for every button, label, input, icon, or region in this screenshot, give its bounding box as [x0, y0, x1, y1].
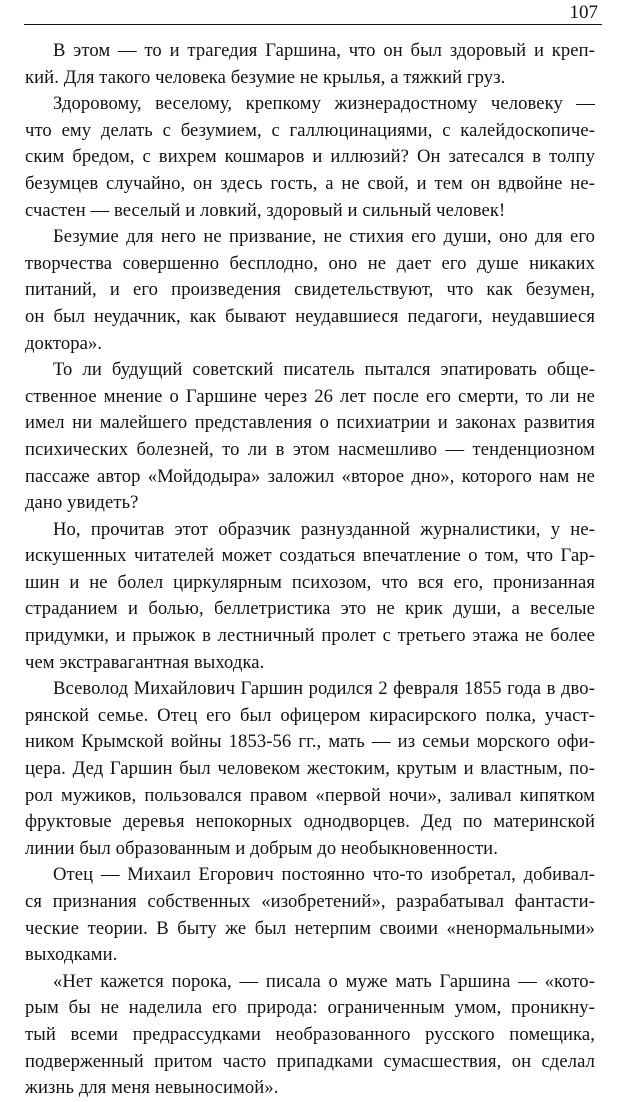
page-number: 107 [569, 2, 598, 23]
text-line: Но, прочитав этот образчик разнузданной журналистики, у не- [53, 518, 595, 540]
text-line: счастен — веселый и ловкий, здоровый и сильный человек! [25, 199, 506, 221]
text-line: Безумие для него не призвание, не стихия его души, оно для его [53, 226, 595, 248]
text-line: фруктовые деревья непокорных однодворцев. Дед по материнской [25, 811, 595, 833]
text-line: пассаже автор «Мойдодыра» заложил «второе дно», которого нам не [25, 465, 595, 487]
text-line: ся признания собственных «изобретений», разрабатывал фантасти- [25, 891, 595, 912]
text-line: кий. Для такого человека безумие не крылья, а тяжкий груз. [25, 66, 506, 88]
text-line: ственное мнение о Гаршине через 26 лет после его смерти, то ли не [25, 385, 595, 407]
header-rule [24, 24, 602, 25]
text-line: творчества совершенно бесплодно, оно не дает его душе никаких [25, 252, 595, 274]
text-line: жизнь для меня невыносимой». [25, 1077, 279, 1099]
text-line: рол мужиков, пользовался правом «первой ночи», заливал кипятком [25, 784, 595, 806]
text-line: В этом — то и трагедия Гаршина, что он был здоровый и креп- [53, 40, 595, 61]
paragraph [25, 676, 595, 862]
text-line: доктора». [25, 332, 103, 354]
text-line: он был неудачник, как бывают неудавшиеся педагоги, неудавшиеся [25, 305, 595, 327]
text-line: рым бы не наделила его природа: ограниченным умом, проникну- [25, 997, 595, 1019]
text-line: что ему делать с безумием, с галлюцинациями, с калейдоскопиче- [25, 119, 595, 141]
text-line: придумки, и прыжок в лестничный пролет с третьего этажа не более [25, 625, 595, 647]
paragraph [25, 862, 595, 968]
text-line: психических болезней, то ли в этом насмешливо — тенденциозном [25, 438, 595, 460]
text-line: тый всеми предрассудками необразованного русского помещика, [25, 1023, 595, 1045]
paragraph [25, 224, 595, 357]
text-line: Отец — Михаил Егорович постоянно что-то изобретал, добивал- [53, 864, 595, 886]
paragraph [25, 517, 595, 677]
text-line: ником Крымской войны 1853-56 гг., мать — из семьи морского офи- [25, 731, 595, 753]
text-line: безумцев случайно, он здесь гость, а не свой, и тем он вдвойне не- [25, 172, 595, 194]
text-line: «Нет кажется порока, — писала о муже мать Гаршина — «кото- [53, 970, 595, 992]
text-line: искушенных читателей может создаться впечатление о том, что Гар- [25, 545, 595, 567]
text-line: выходками. [25, 944, 118, 966]
text-line: рянской семье. Отец его был офицером кирасирского полка, участ- [25, 704, 595, 726]
paragraph [25, 38, 595, 91]
text-line: цера. Дед Гаршин был человеком жестоким, крутым и властным, по- [25, 758, 595, 780]
paragraph [25, 357, 595, 517]
text-line: имел ни малейшего представления о психиатрии и законах развития [25, 412, 595, 434]
text-line: Всеволод Михайлович Гаршин родился 2 февраля 1855 года в дво- [53, 678, 595, 700]
text-line: Здоровому, веселому, крепкому жизнерадостному человеку — [53, 93, 595, 115]
text-line: линии был образованным и добрым до необыкновенности. [25, 837, 498, 859]
text-line: чем экстравагантная выходка. [25, 651, 265, 673]
text-line: питаний, и его произведения свидетельствуют, что как безумен, [25, 279, 595, 301]
paragraph [25, 91, 595, 224]
text-line: То ли будущий советский писатель пытался эпатировать обще- [53, 359, 595, 381]
text-line: шин и не болел циркулярным психозом, что вся его, пронизанная [25, 571, 595, 593]
paragraph [25, 969, 595, 1102]
text-line: страданием и болью, беллетристика это не крик души, а веселые [25, 598, 595, 620]
text-line: подверженный притом часто припадками сумасшествия, он сделал [25, 1050, 595, 1072]
body-text [25, 38, 595, 1102]
text-line: дано увидеть? [25, 492, 139, 514]
text-line: ским бредом, с вихрем кошмаров и иллюзий? Он затесался в толпу [25, 146, 595, 168]
text-line: ческие теории. В быту же был нетерпим своими «ненормальными» [25, 917, 595, 939]
